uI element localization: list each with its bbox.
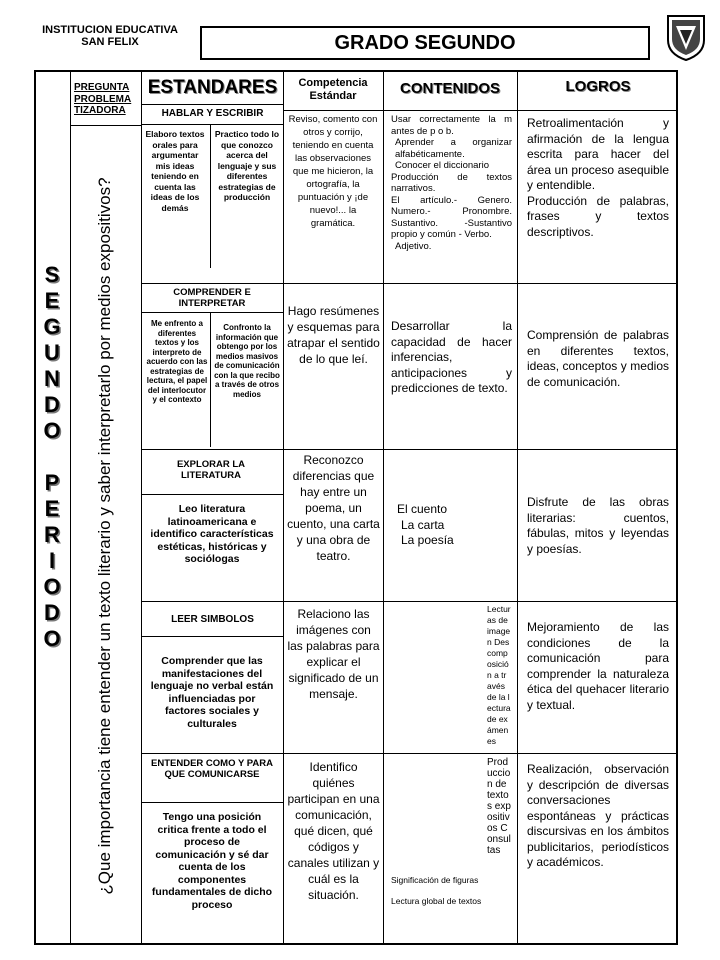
- grade-title: GRADO SEGUNDO: [334, 32, 516, 54]
- standard-header-hablar: HABLAR Y ESCRIBIR: [161, 108, 264, 119]
- logros-simbolos: Mejoramiento de las condiciones de la comunicación para comprender la naturaleza ética del quehacer literario y textual.: [527, 620, 669, 712]
- standard-header-simbolos: LEER SIMBOLOS: [171, 614, 254, 625]
- competencia-explorar: Reconozco diferencias que hay entre un poema, un cuento, una carta y una obra de teatro.: [287, 453, 380, 563]
- contenidos-comunicarse-overflow: Produccion de textos expositivos Consultas: [487, 757, 511, 856]
- contenidos-hablar: Usar correctamente la m antes de p o b. Aprender a organizar alfabéticamente. Conocer el diccionario Producción de textos narrativos. El artículo.- Genero. Numero.- Pronombre. Sustantivo. -Sustantivo propio y común - Verbo. Adjetivo.: [391, 114, 512, 252]
- grade-title-box: [200, 26, 650, 60]
- contenidos-header: CONTENIDOS: [399, 80, 500, 97]
- standard-comunicarse-body: Tengo una posición critica frente a todo el proceso de comunicación y sé dar cuenta de los componentes fundamentales de dicho proceso: [151, 811, 273, 911]
- competencia-comunicarse: Identifico quiénes participan en una comunicación, qué dicen, qué códigos y canales utilizan y cuál es la situación.: [287, 760, 380, 902]
- standard-hablar-left: Elaboro textos orales para argumentar mis ideas teniendo en cuenta las ideas de los demás: [145, 129, 205, 213]
- standard-hablar-right: Practico todo lo que conozco acerca del lenguaje y sus diferentes estrategias de producción: [214, 129, 280, 202]
- logros-comunicarse: Realización, observación y descripción de diversas conversaciones espontáneas y prácticas discursivas en los ámbitos publicitarios, periodísticos y académicos.: [527, 762, 669, 869]
- school-name-line1: INSTITUCION EDUCATIVA: [42, 24, 178, 36]
- contenidos-comunicarse: Significación de figuras Lectura global de textos: [391, 875, 482, 906]
- standard-header-comunicarse: ENTENDER COMO Y PARA QUE COMUNICARSE: [151, 758, 273, 780]
- pregunta-header: PREGUNTA PROBLEMA TIZADORA: [74, 82, 132, 116]
- competencia-hablar: Reviso, comento con otros y corrijo, teniendo en cuenta las observaciones que me hicieron, la ortografía, la puntuación y ¡de nuevo!... la gramática.: [288, 114, 378, 229]
- logros-explorar: Disfrute de las obras literarias: cuentos, fábulas, mitos y leyendas y poesías.: [527, 495, 669, 556]
- school-name-line2: SAN FELIX: [81, 36, 139, 48]
- competencia-header: Competencia Estándar: [298, 77, 368, 102]
- standard-comprender-right: Confronto la información que obtengo por los medios masivos de comunicación con la que recibo a través de otros medios: [214, 323, 280, 399]
- standard-header-comprender: COMPRENDER E INTERPRETAR: [173, 287, 251, 309]
- estandares-header: ESTANDARES: [147, 77, 278, 98]
- school-shield-icon: [664, 12, 708, 62]
- logros-hablar: Retroalimentación y afirmación de la lengua escrita para hacer del área un proceso asequible y entendible. Producción de palabras, frases y textos descriptivos.: [527, 116, 669, 239]
- standard-simbolos-body: Comprender que las manifestaciones del lenguaje no verbal están influenciadas por factores sociales y culturales: [150, 655, 274, 730]
- period-label: S E G U N D O P E R I O D O: [43, 262, 61, 651]
- contenidos-comprender: Desarrollar la capacidad de hacer inferencias, anticipaciones y predicciones de texto.: [391, 319, 512, 395]
- competencia-simbolos: Relaciono las imágenes con las palabras para explicar el significado de un mensaje.: [287, 607, 380, 701]
- standard-header-explorar: EXPLORAR LA LITERATURA: [176, 459, 246, 481]
- logros-comprender: Comprensión de palabras en diferentes textos, ideas, conceptos y medios de comunicación.: [527, 328, 669, 389]
- contenidos-explorar: El cuento La carta La poesía: [397, 502, 454, 547]
- standard-explorar-body: Leo literatura latinoamericana e identifico características estéticas, históricas y sociólogas: [150, 503, 274, 565]
- competencia-comprender: Hago resúmenes y esquemas para atrapar el sentido de lo que leí.: [287, 304, 380, 366]
- contenidos-simbolos-overflow: Lecturas de imagen Descomposición a través de la lectura de exámenes: [487, 604, 511, 746]
- logros-header: LOGROS: [565, 78, 631, 95]
- standard-comprender-left: Me enfrento a diferentes textos y los interpreto de acuerdo con las estrategias de lectura, el papel del interlocutor y el contexto: [146, 319, 208, 404]
